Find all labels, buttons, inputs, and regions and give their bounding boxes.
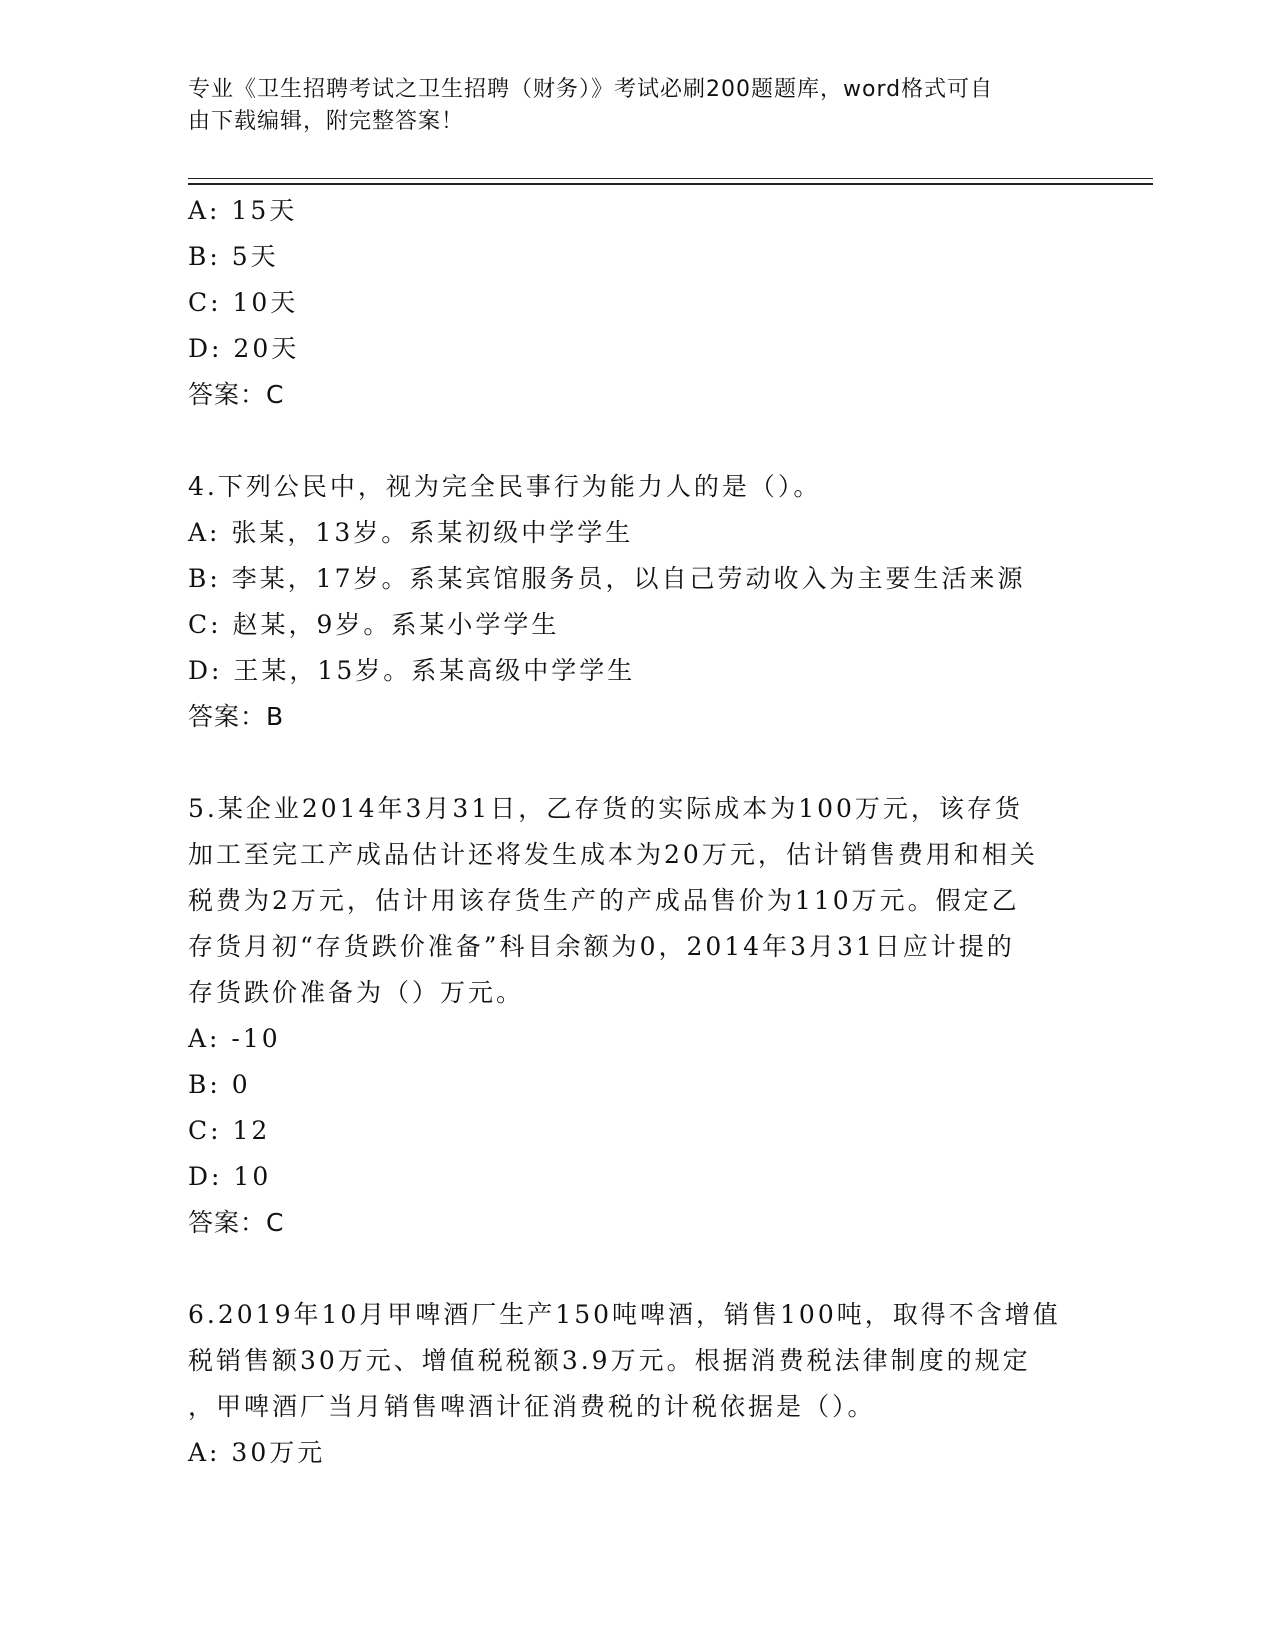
question-5 — [188, 786, 1088, 1246]
header-rule-thin — [188, 178, 1153, 179]
answer-line: 答案：C — [188, 380, 285, 409]
option-a: A: -10 — [188, 1024, 281, 1053]
question-stem-line-2: 税销售额30万元、增值税税额3.9万元。根据消费税法律制度的规定 — [188, 1346, 1031, 1375]
option-c: C: 赵某，9岁。系某小学学生 — [188, 610, 560, 639]
answer-line: 答案：B — [188, 702, 285, 731]
question-stem-line-3: 税费为2万元，估计用该存货生产的产成品售价为110万元。假定乙 — [188, 886, 1020, 915]
option-c: C: 12 — [188, 1116, 271, 1145]
question-stem-line-3: ，甲啤酒厂当月销售啤酒计征消费税的计税依据是（）。 — [188, 1392, 876, 1421]
option-b: B: 李某，17岁。系某宾馆服务员，以自己劳动收入为主要生活来源 — [188, 564, 1026, 593]
option-b: B: 0 — [188, 1070, 251, 1099]
header-line-2: 由下载编辑，附完整答案！ — [188, 109, 465, 134]
question-6 — [188, 1292, 1088, 1476]
question-3 — [188, 188, 1088, 418]
header-line-1: 专业《卫生招聘考试之卫生招聘（财务）》考试必刷200题题库，word格式可自 — [188, 77, 994, 102]
option-a: A: 30万元 — [188, 1438, 326, 1467]
option-b: B: 5天 — [188, 242, 279, 271]
question-stem-line-4: 存货月初“存货跌价准备”科目余额为0，2014年3月31日应计提的 — [188, 932, 1015, 961]
question-list — [188, 188, 1088, 1476]
option-d: D: 王某，15岁。系某高级中学学生 — [188, 656, 636, 685]
question-stem-line-5: 存货跌价准备为（）万元。 — [188, 978, 525, 1007]
question-4 — [188, 464, 1088, 740]
spacer — [188, 418, 1088, 464]
spacer — [188, 740, 1088, 786]
header-rule-thick — [188, 183, 1153, 185]
answer-line: 答案：C — [188, 1208, 285, 1237]
question-stem: 4.下列公民中，视为完全民事行为能力人的是（）。 — [188, 472, 822, 501]
option-a: A: 张某，13岁。系某初级中学学生 — [188, 518, 634, 547]
option-c: C: 10天 — [188, 288, 299, 317]
question-stem-line-2: 加工至完工产成品估计还将发生成本为20万元，估计销售费用和相关 — [188, 840, 1038, 869]
option-d: D: 20天 — [188, 334, 300, 363]
option-a: A: 15天 — [188, 196, 298, 225]
spacer — [188, 1246, 1088, 1292]
question-stem-line-1: 5.某企业2014年3月31日，乙存货的实际成本为100万元，该存货 — [188, 794, 1023, 823]
option-d: D: 10 — [188, 1162, 272, 1191]
document-header — [188, 74, 1088, 138]
question-stem-line-1: 6.2019年10月甲啤酒厂生产150吨啤酒，销售100吨，取得不含增值 — [188, 1300, 1061, 1329]
